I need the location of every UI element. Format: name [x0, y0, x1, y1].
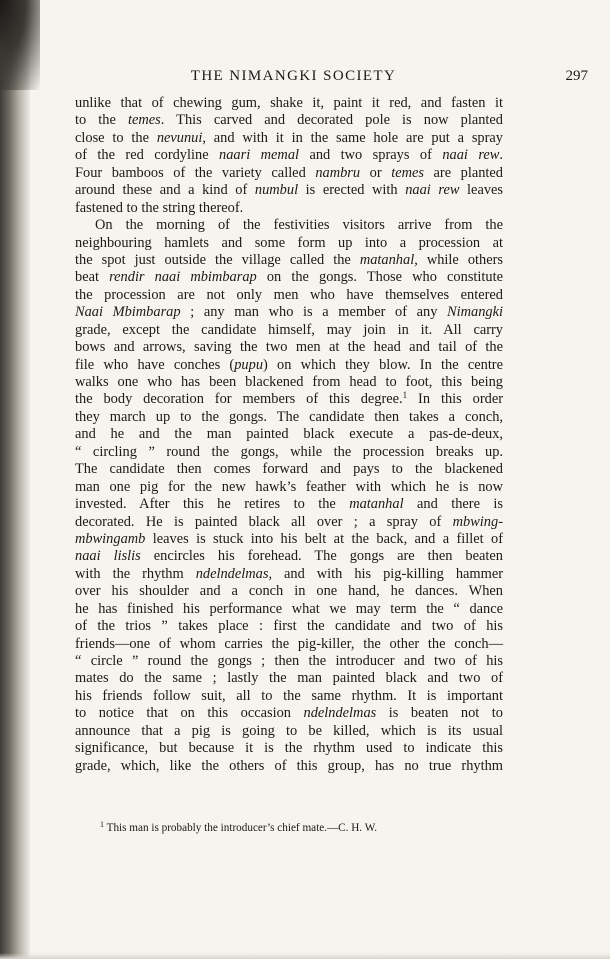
text-run: invested. After this he retires to the	[75, 496, 350, 513]
text-run: close to the	[75, 129, 157, 146]
text-run: mates do the same ; lastly the man painted black and two of	[75, 670, 503, 687]
text-line	[75, 705, 503, 722]
italic-term: naari memal	[219, 147, 300, 164]
italic-term: matanhal	[359, 251, 415, 268]
text-line	[75, 287, 503, 304]
text-run: unlike that of chewing gum, shake it, paint it red, and fasten it	[75, 95, 503, 111]
italic-term: pupu	[234, 356, 264, 373]
text-line	[75, 269, 503, 286]
text-run: ) on which they blow. In the centre	[263, 356, 503, 373]
text-line	[75, 758, 503, 775]
italic-term: ndelndelmas	[303, 705, 377, 722]
text-run: his friends follow suit, all to the same rhythm. It is important	[75, 687, 503, 704]
text-run: .	[499, 147, 503, 164]
text-line	[75, 618, 503, 635]
text-line	[75, 95, 503, 112]
text-line	[75, 357, 503, 374]
footnote	[100, 820, 510, 834]
text-run: “ circling ” round the gongs, while the procession breaks up.	[75, 443, 503, 460]
text-line	[75, 636, 503, 653]
text-run: On the morning of the festivities visitors arrive from the	[95, 217, 503, 234]
body-text	[75, 95, 503, 775]
text-run: the spot just outside the village called the	[75, 251, 360, 268]
text-run: on the gongs. Those who constitute	[256, 269, 503, 286]
text-line	[75, 374, 503, 391]
text-line	[75, 548, 503, 565]
text-run: file who have conches (	[75, 356, 235, 373]
text-line	[75, 514, 503, 531]
text-run: , while others	[414, 251, 503, 268]
text-run: grade, except the candidate himself, may join in it. All carry	[75, 321, 503, 338]
text-run: , and with it in the same hole are put a spray	[202, 129, 503, 146]
text-run: of the trios ” takes place : first the candidate and two of his	[75, 618, 503, 635]
text-run: is erected with	[298, 182, 406, 199]
italic-term: nambru	[315, 164, 361, 181]
italic-term: ndelndelmas	[195, 565, 269, 582]
text-line	[75, 653, 503, 670]
text-run: . This carved and decorated pole is now planted	[160, 112, 503, 129]
page-header	[75, 68, 588, 90]
text-run: bows and arrows, saving the two men at the head and tail of the	[75, 339, 503, 356]
text-run: and two sprays of	[299, 147, 443, 164]
text-run: he has finished his performance what we may term the “ dance	[75, 600, 503, 617]
text-run: announce that a pig is going to be killed, which is its usual	[75, 722, 503, 739]
text-run: significance, but because it is the rhythm used to indicate this	[75, 740, 503, 757]
text-run: the body decoration for members of this degree.	[75, 391, 403, 408]
text-line	[75, 182, 503, 199]
text-run: ; any man who is a member of any	[180, 304, 448, 321]
italic-term: naai lislis	[75, 548, 141, 565]
running-head: THE NIMANGKI SOCIETY	[190, 68, 397, 84]
text-line	[75, 322, 503, 339]
text-run: to notice that on this occasion	[75, 705, 304, 722]
text-run: neighbouring hamlets and some form up into a procession at	[75, 234, 503, 251]
text-line	[75, 479, 503, 496]
text-line	[75, 409, 503, 426]
text-line	[75, 461, 503, 478]
text-run: The candidate then comes forward and pays to the blackened	[75, 461, 503, 478]
gutter-corner-shadow	[0, 0, 40, 90]
text-line	[75, 426, 503, 443]
text-line	[75, 235, 503, 252]
text-run: or	[360, 164, 392, 181]
footnote-reference: 1	[402, 390, 408, 401]
text-run: over his shoulder and a conch in one hand, he dances. When	[75, 583, 503, 600]
text-run: is beaten not to	[376, 705, 503, 722]
text-run: In this order	[407, 391, 504, 408]
text-line	[75, 688, 503, 705]
text-run: with the rhythm	[75, 565, 196, 582]
text-line	[75, 566, 503, 583]
text-run: around these and a kind of	[75, 182, 255, 199]
italic-term: mbwingamb	[75, 530, 146, 547]
text-line	[75, 112, 503, 129]
text-run: and he and the man painted black execute a pas-de-deux,	[75, 426, 503, 443]
text-run: , and with his pig-killing hammer	[268, 565, 504, 582]
text-run: grade, which, like the others of this group, has no true rhythm	[75, 757, 503, 774]
text-run: are planted	[423, 164, 503, 181]
text-line	[75, 165, 503, 182]
text-line	[75, 304, 503, 321]
italic-term: nevunui	[156, 129, 203, 146]
book-gutter-shadow	[0, 0, 30, 959]
text-line	[75, 444, 503, 461]
footnote-marker: 1	[100, 820, 104, 829]
text-run: walks one who has been blackened from head to foot, this being	[75, 374, 503, 390]
text-line	[75, 531, 503, 548]
italic-term: matanhal	[349, 496, 404, 513]
text-run: “ circle ” round the gongs ; then the introducer and two of his	[75, 653, 503, 669]
text-run: man one pig for the new hawk’s feather with which he is now	[75, 478, 503, 495]
text-line	[75, 391, 503, 408]
italic-term: Nimangki	[447, 304, 504, 321]
text-run: encircles his forehead. The gongs are then beaten	[140, 548, 503, 565]
italic-term: naai rew	[405, 182, 460, 199]
text-run: leaves is stuck into his belt at the back, and a fillet of	[145, 530, 503, 547]
text-line	[75, 496, 503, 513]
text-line	[75, 147, 503, 164]
text-run: Four bamboos of the variety called	[75, 164, 316, 181]
text-line	[75, 200, 503, 217]
italic-term: temes	[127, 112, 161, 129]
text-run: they march up to the gongs. The candidate then takes a conch,	[75, 408, 503, 425]
text-run: beat	[75, 269, 110, 286]
text-run: friends—one of whom carries the pig-killer, the other the conch—	[75, 635, 503, 652]
italic-term: rendir naai mbimbarap	[109, 269, 257, 286]
page-number: 297	[565, 68, 588, 84]
text-line	[75, 601, 503, 618]
text-line	[75, 740, 503, 757]
italic-term: Naai Mbimbarap	[75, 304, 181, 321]
italic-term: temes	[391, 164, 424, 181]
italic-term: mbwing-	[452, 513, 503, 530]
text-line	[75, 217, 503, 234]
text-line	[75, 723, 503, 740]
text-run: the procession are not only men who have themselves entered	[75, 286, 503, 303]
text-run: leaves	[459, 182, 504, 199]
page-edge	[0, 953, 610, 959]
text-run: of the red cordyline	[75, 147, 220, 164]
text-run: and there is	[403, 496, 503, 513]
italic-term: naai rew	[442, 147, 500, 164]
italic-term: numbul	[254, 182, 299, 199]
text-line	[75, 339, 503, 356]
text-run: fastened to the string thereof.	[75, 199, 244, 216]
footnote-text: This man is probably the introducer’s chief mate.—C. H. W.	[106, 822, 378, 834]
text-line	[75, 583, 503, 600]
text-run: decorated. He is painted black all over ; a spray of	[75, 513, 453, 530]
text-line	[75, 670, 503, 687]
text-run: to the	[75, 112, 128, 129]
text-line	[75, 130, 503, 147]
text-line	[75, 252, 503, 269]
